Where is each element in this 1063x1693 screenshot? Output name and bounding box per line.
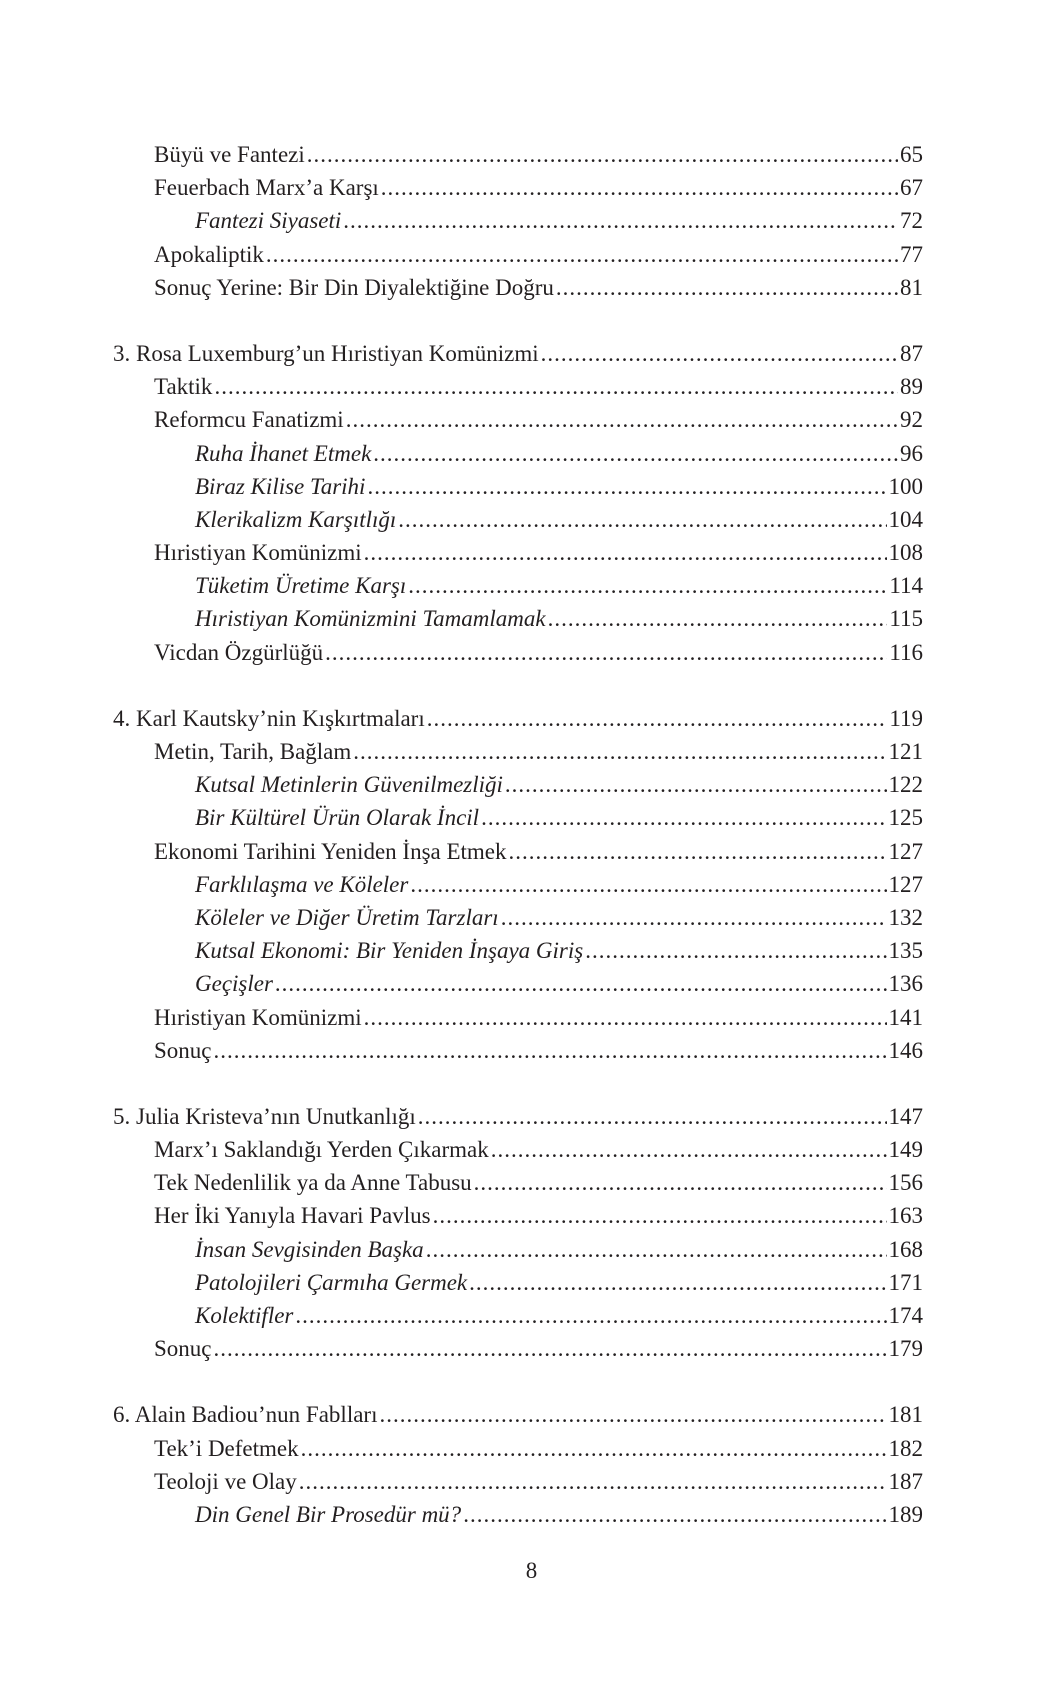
- dot-leader: [474, 1166, 887, 1199]
- toc-section: [113, 1332, 923, 1365]
- toc-entry-title: Tüketim Üretime Karşı: [195, 573, 407, 599]
- dot-leader: [214, 1034, 887, 1067]
- toc-entry-page: 65: [900, 142, 923, 167]
- toc-entry-page: 174: [888, 1303, 923, 1328]
- toc-section: [113, 1133, 923, 1166]
- toc-entry-title: Vicdan Özgürlüğü: [154, 639, 324, 665]
- dot-leader: [214, 1332, 887, 1365]
- toc-entry-page: 141: [888, 1004, 923, 1030]
- toc-chapter: [113, 1100, 923, 1133]
- toc-subsection: [113, 569, 923, 602]
- toc-entry-page: 96: [900, 440, 923, 466]
- toc-entry-title: Din Genel Bir Prosedür mü?: [195, 1501, 462, 1527]
- dot-leader: [346, 403, 898, 436]
- dot-leader: [214, 370, 898, 403]
- toc-entry-title: Sonuç: [154, 1037, 212, 1063]
- toc-entry-page: 87: [900, 340, 923, 366]
- dot-leader: [585, 934, 886, 967]
- dot-leader: [541, 337, 898, 370]
- toc-entry-page: 149: [888, 1137, 923, 1163]
- toc-entry-title: Her İki Yanıyla Havari Pavlus: [154, 1203, 431, 1229]
- dot-leader: [307, 138, 898, 171]
- toc-section: [113, 735, 923, 768]
- dot-leader: [410, 868, 886, 901]
- toc-entry-page: 114: [889, 573, 923, 599]
- dot-leader: [299, 1465, 887, 1498]
- toc-entry-title: Tek Nedenlilik ya da Anne Tabusu: [154, 1170, 472, 1196]
- toc-entry-page: 179: [888, 1336, 923, 1362]
- toc-section: [113, 271, 923, 304]
- toc-subsection: [113, 503, 923, 536]
- toc-entry-title: Apokaliptik: [154, 241, 264, 267]
- toc-subsection: [113, 1266, 923, 1299]
- toc-chapter: [113, 1398, 923, 1431]
- toc-section: [113, 1166, 923, 1199]
- dot-leader: [433, 1199, 887, 1232]
- toc-entry-page: 127: [888, 871, 923, 897]
- toc-section: [113, 171, 923, 204]
- dot-leader: [398, 503, 886, 536]
- toc-entry-title: Kolektifler: [195, 1303, 294, 1328]
- dot-leader: [343, 204, 898, 237]
- toc-entry-title: Klerikalizm Karşıtlığı: [195, 506, 397, 532]
- toc-section: [113, 1465, 923, 1498]
- dot-leader: [364, 536, 887, 569]
- toc-subsection: [113, 470, 923, 503]
- dot-leader: [367, 470, 886, 503]
- toc-entry-title: Hıristiyan Komünizmi: [154, 540, 362, 566]
- dot-leader: [295, 1299, 886, 1332]
- toc-entry-title: Hıristiyan Komünizmini Tamamlamak: [195, 606, 546, 632]
- toc-entry-title: Ruha İhanet Etmek: [195, 440, 372, 466]
- dot-leader: [275, 967, 887, 1000]
- toc-entry-page: 147: [888, 1103, 923, 1129]
- toc-subsection: [113, 1299, 923, 1332]
- dot-leader: [556, 271, 898, 304]
- toc-entry-page: 115: [889, 606, 923, 632]
- toc-entry-title: Metin, Tarih, Bağlam: [154, 739, 352, 764]
- dot-leader: [301, 1432, 887, 1465]
- toc-entry-title: Reformcu Fanatizmi: [154, 407, 344, 433]
- toc-entry-page: 156: [888, 1170, 923, 1196]
- toc-entry-title: Sonuç: [154, 1336, 212, 1362]
- toc-entry-page: 181: [888, 1402, 923, 1428]
- toc-section: [113, 1034, 923, 1067]
- toc-section: [113, 403, 923, 436]
- toc-entry-page: 189: [888, 1501, 923, 1527]
- toc-entry-page: 100: [888, 473, 923, 499]
- toc-entry-page: 163: [888, 1203, 923, 1229]
- toc-chapter: [113, 337, 923, 370]
- dot-leader: [469, 1266, 886, 1299]
- toc-entry-page: 92: [900, 407, 923, 433]
- toc-entry-title: Fantezi Siyaseti: [195, 208, 342, 234]
- toc-subsection: [113, 768, 923, 801]
- dot-leader: [463, 1498, 886, 1531]
- toc-entry-title: 5. Julia Kristeva’nın Unutkanlığı: [113, 1103, 416, 1129]
- toc-entry-page: 127: [888, 838, 923, 864]
- dot-leader: [427, 702, 888, 735]
- toc-section: [113, 1432, 923, 1465]
- toc-entry-title: 4. Karl Kautsky’nin Kışkırtmaları: [113, 705, 425, 731]
- dot-leader: [266, 238, 898, 271]
- toc-subsection: [113, 901, 923, 934]
- toc-subsection: [113, 868, 923, 901]
- dot-leader: [509, 835, 887, 868]
- toc-section: [113, 636, 923, 669]
- toc-entry-page: 89: [900, 374, 923, 400]
- toc-entry-page: 108: [888, 540, 923, 566]
- dot-leader: [379, 1398, 886, 1431]
- toc-subsection: [113, 1498, 923, 1531]
- toc-entry-page: 81: [900, 274, 923, 300]
- toc-entry-title: Geçişler: [195, 971, 273, 997]
- dot-leader: [481, 801, 886, 834]
- toc-entry-page: 119: [889, 705, 923, 731]
- toc-entry-page: 146: [888, 1037, 923, 1063]
- toc-section: [113, 138, 923, 171]
- toc-entry-page: 125: [888, 805, 923, 831]
- toc-subsection: [113, 437, 923, 470]
- toc-entry-page: 122: [888, 772, 923, 798]
- toc-subsection: [113, 602, 923, 635]
- toc-entry-title: Ekonomi Tarihini Yeniden İnşa Etmek: [154, 838, 507, 864]
- toc-entry-page: 187: [888, 1468, 923, 1494]
- toc-entry-page: 136: [888, 971, 923, 997]
- toc-entry-page: 104: [888, 506, 923, 532]
- toc-entry-title: Feuerbach Marx’a Karşı: [154, 175, 379, 201]
- toc-entry-title: Tek’i Defetmek: [154, 1435, 299, 1461]
- toc-entry-title: Köleler ve Diğer Üretim Tarzları: [195, 904, 499, 930]
- toc-entry-title: Hıristiyan Komünizmi: [154, 1004, 362, 1030]
- toc-entry-title: Marx’ı Saklandığı Yerden Çıkarmak: [154, 1137, 489, 1163]
- dot-leader: [418, 1100, 887, 1133]
- toc-entry-title: Büyü ve Fantezi: [154, 142, 305, 167]
- toc-entry-title: İnsan Sevgisinden Başka: [195, 1236, 424, 1262]
- dot-leader: [353, 735, 886, 768]
- toc-subsection: [113, 967, 923, 1000]
- toc-subsection: [113, 204, 923, 237]
- toc-section: [113, 1001, 923, 1034]
- toc-entry-page: 116: [889, 639, 923, 665]
- toc-chapter: [113, 702, 923, 735]
- dot-leader: [408, 569, 887, 602]
- toc-entry-title: Bir Kültürel Ürün Olarak İncil: [195, 805, 480, 831]
- table-of-contents: [113, 138, 923, 1531]
- toc-section: [113, 370, 923, 403]
- toc-entry-page: 132: [888, 904, 923, 930]
- toc-entry-title: Kutsal Metinlerin Güvenilmezliği: [195, 772, 503, 798]
- toc-entry-page: 72: [900, 208, 923, 234]
- toc-section: [113, 835, 923, 868]
- toc-section: [113, 238, 923, 271]
- toc-subsection: [113, 1233, 923, 1266]
- page-number: 8: [525, 1558, 538, 1583]
- toc-entry-page: 135: [888, 938, 923, 964]
- toc-entry-title: Kutsal Ekonomi: Bir Yeniden İnşaya Giriş: [195, 938, 584, 964]
- dot-leader: [491, 1133, 887, 1166]
- toc-entry-title: 3. Rosa Luxemburg’un Hıristiyan Komünizmi: [113, 340, 539, 366]
- dot-leader: [364, 1001, 887, 1034]
- toc-entry-page: 77: [900, 241, 923, 267]
- dot-leader: [548, 602, 888, 635]
- toc-entry-page: 182: [888, 1435, 923, 1461]
- toc-subsection: [113, 934, 923, 967]
- toc-entry-title: Patolojileri Çarmıha Germek: [195, 1269, 468, 1295]
- dot-leader: [373, 437, 898, 470]
- toc-section: [113, 1199, 923, 1232]
- toc-entry-title: Teoloji ve Olay: [154, 1468, 297, 1494]
- toc-entry-title: Taktik: [154, 374, 213, 400]
- toc-entry-page: 171: [888, 1269, 923, 1295]
- toc-entry-title: Sonuç Yerine: Bir Din Diyalektiğine Doğru: [154, 274, 554, 300]
- toc-entry-title: Biraz Kilise Tarihi: [195, 473, 366, 499]
- toc-entry-page: 67: [900, 175, 923, 201]
- dot-leader: [381, 171, 898, 204]
- toc-entry-page: 168: [888, 1236, 923, 1262]
- toc-entry-title: 6. Alain Badiou’nun Fablları: [113, 1402, 378, 1428]
- toc-subsection: [113, 801, 923, 834]
- toc-entry-page: 121: [888, 739, 923, 764]
- dot-leader: [501, 901, 887, 934]
- toc-entry-title: Farklılaşma ve Köleler: [195, 871, 409, 897]
- dot-leader: [426, 1233, 887, 1266]
- toc-section: [113, 536, 923, 569]
- dot-leader: [325, 636, 887, 669]
- dot-leader: [505, 768, 887, 801]
